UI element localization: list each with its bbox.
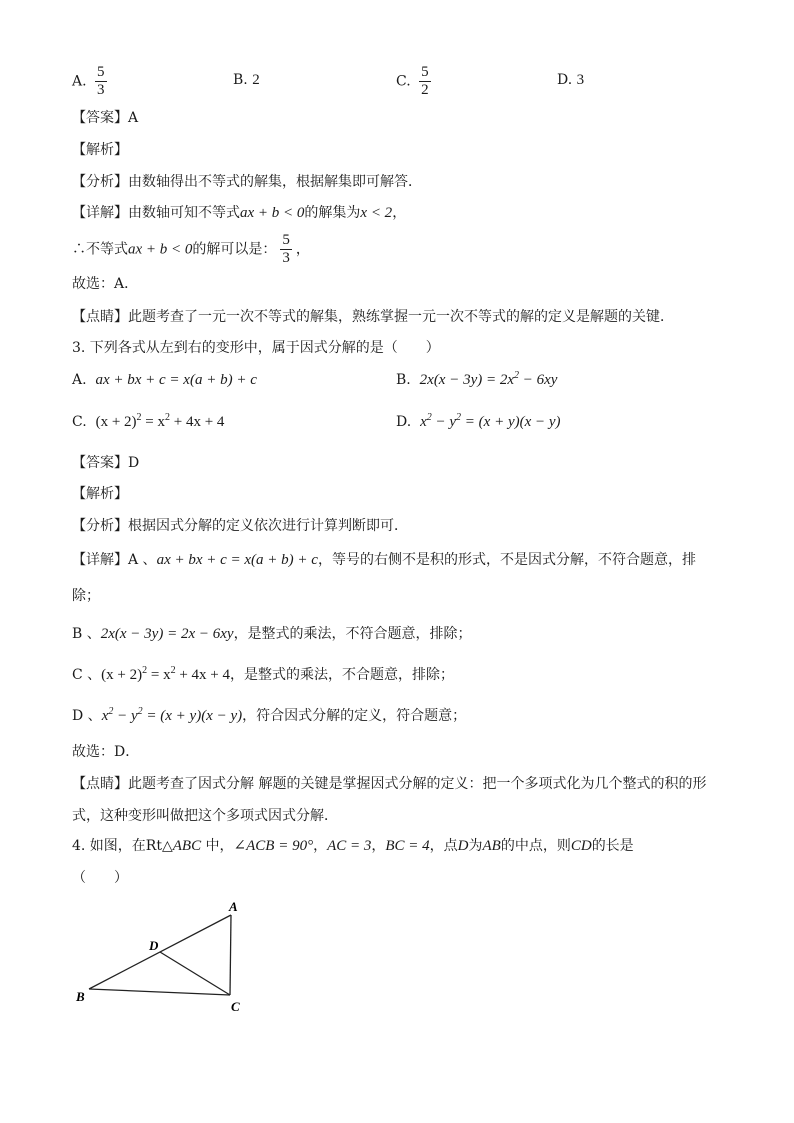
label-a: A [229, 899, 238, 914]
q3-option-d [396, 414, 561, 431]
denominator: 3 [282, 250, 290, 266]
expr-part: x [101, 708, 109, 724]
q2-xiangjie [72, 203, 406, 223]
expression: ax + bx + c = x(a + b) + c [95, 372, 257, 388]
exponent: 2 [426, 412, 432, 423]
q3-step-d [72, 706, 466, 726]
text: 的中点，则 [500, 838, 571, 854]
text: 为 [468, 838, 483, 854]
expr-part: = x [141, 414, 165, 430]
expression [420, 372, 558, 388]
q3-option-c [72, 414, 224, 431]
segment-cd: CD [570, 838, 592, 854]
point-d: D [457, 838, 469, 854]
fraction [95, 64, 107, 99]
expression [101, 667, 230, 683]
expr-part: (x + 2) [95, 414, 137, 430]
q2-analysis-head: 【解析】 [72, 142, 128, 158]
text: 的长是 [591, 838, 634, 854]
text: ，符合因式分解的定义，符合题意； [242, 708, 467, 724]
expr-part: + 4x + 4 [170, 414, 225, 430]
expression [96, 414, 225, 430]
expr-part: x [420, 414, 427, 430]
denominator: 3 [97, 82, 105, 98]
inequality: ax + b < 0 [240, 205, 305, 221]
expression: ax + bx + c = x(a + b) + c [156, 552, 318, 568]
expression [420, 414, 560, 430]
option-letter: B. [396, 372, 411, 388]
q3-choose: 故选：D． [72, 744, 140, 760]
q3-option-a [72, 372, 257, 389]
q2-dianjing: 【点睛】此题考查了一元一次不等式的解集，熟练掌握一元一次不等式的解的定义是解题的关键． [72, 309, 674, 325]
numerator: 5 [421, 64, 429, 80]
q3-xiangjie-cont: 除； [72, 588, 100, 604]
option-letter: A. [72, 372, 87, 388]
q3-xiangjie [72, 550, 696, 570]
side-ac: AC = 3 [327, 838, 372, 854]
q3-stem: 3. 下列各式从左到右的变形中，属于因式分解的是（ ） [72, 340, 440, 356]
expr-part: − y [113, 708, 138, 724]
option-letter: A. [72, 73, 87, 90]
q3-step-c [72, 665, 454, 685]
text: ∴不等式 [72, 241, 128, 258]
expression [102, 708, 242, 724]
option-letter: C. [72, 414, 87, 430]
q3-dianjing-2: 式，这种变形叫做把这个多项式因式分解． [72, 808, 338, 824]
text: ， [371, 838, 386, 854]
expr-part: − 6xy [519, 372, 558, 388]
exponent: 2 [170, 665, 176, 676]
q3-fenxi: 【分析】根据因式分解的定义依次进行计算判断即可． [72, 518, 408, 534]
q3-dianjing-1: 【点睛】此题考查了因式分解 解题的关键是掌握因式分解的定义：把一个多项式化为几个整式的积的形 [72, 776, 707, 792]
q3-step-b [72, 624, 472, 644]
q2-answer: 【答案】A [72, 110, 139, 126]
text: ， [295, 241, 310, 258]
expression: 2x(x − 3y) = 2x − 6xy [100, 626, 234, 642]
exponent: 2 [142, 665, 148, 676]
expr-part: (x + 2) [101, 667, 143, 683]
side-bc: BC = 4 [385, 838, 430, 854]
q2-option-a [72, 64, 111, 99]
option-letter: D. [396, 414, 412, 430]
exponent: 2 [165, 412, 170, 423]
q2-therefore [72, 232, 310, 267]
exponent: 2 [137, 706, 143, 717]
q2-option-c [396, 64, 435, 99]
q2-fenxi: 【分析】由数轴得出不等式的解集，根据解集即可解答． [72, 174, 422, 190]
expr-part: − y [431, 414, 457, 430]
text: ，是整式的乘法，不合题意，排除； [230, 667, 455, 683]
q2-option-b [233, 72, 260, 89]
q4-stem [72, 836, 634, 856]
q3-option-b [396, 372, 557, 389]
expr-part: = x [147, 667, 171, 683]
label-d: D [149, 938, 159, 953]
segment-cd-line [160, 952, 230, 995]
fraction [419, 64, 431, 99]
segment-ab: AB [482, 838, 501, 854]
option-letter: D. [557, 72, 573, 88]
expr-part: 2x(x − 3y) = 2x [419, 372, 515, 388]
segment-ac-line [230, 915, 231, 995]
text: ， [392, 205, 407, 221]
q2-option-d [557, 72, 584, 89]
exponent: 2 [136, 412, 142, 423]
text: 的解可以是： [192, 241, 277, 258]
inequality: ax + b < 0 [128, 241, 193, 258]
angle-expr: ∠ACB = 90° [233, 838, 314, 854]
text: B 、 [72, 626, 101, 642]
fraction [280, 232, 292, 267]
exponent: 2 [456, 412, 462, 423]
text: D 、 [72, 708, 102, 724]
text: ，等号的右侧不是积的形式，不是因式分解，不符合题意，排 [317, 552, 696, 568]
exponent: 2 [514, 370, 520, 381]
triangle-name: ABC [172, 838, 202, 854]
text: 【详解】由数轴可知不等式 [72, 205, 240, 221]
denominator: 2 [421, 82, 429, 98]
option-letter: C. [396, 73, 411, 90]
text: ，点 [429, 838, 458, 854]
option-letter: B. [233, 72, 248, 88]
triangle-figure [70, 895, 270, 1020]
label-c: C [231, 999, 240, 1014]
segment-bc-line [89, 989, 230, 995]
q3-analysis-head: 【解析】 [72, 486, 128, 502]
text: 【详解】A 、 [72, 552, 157, 568]
text: C 、 [72, 667, 102, 683]
numerator: 5 [282, 232, 290, 248]
text: 的解集为 [304, 205, 361, 221]
text: 4. 如图，在Rt△ [72, 838, 173, 854]
option-value: 2 [252, 72, 260, 88]
numerator: 5 [97, 64, 105, 80]
text: ， [313, 838, 328, 854]
exponent: 2 [108, 706, 114, 717]
option-value: 3 [576, 72, 585, 88]
q3-answer: 【答案】D [72, 455, 140, 471]
solution-set: x < 2 [360, 205, 393, 221]
expr-part: + 4x + 4 [175, 667, 231, 683]
q2-choose: 故选：A． [72, 276, 139, 292]
label-b: B [76, 989, 85, 1004]
expr-part: = (x + y)(x − y) [461, 414, 561, 430]
expr-part: = (x + y)(x − y) [142, 708, 243, 724]
text: ，是整式的乘法，不符合题意，排除； [233, 626, 472, 642]
q4-paren: （ ） [72, 870, 128, 886]
text: 中， [201, 838, 234, 854]
